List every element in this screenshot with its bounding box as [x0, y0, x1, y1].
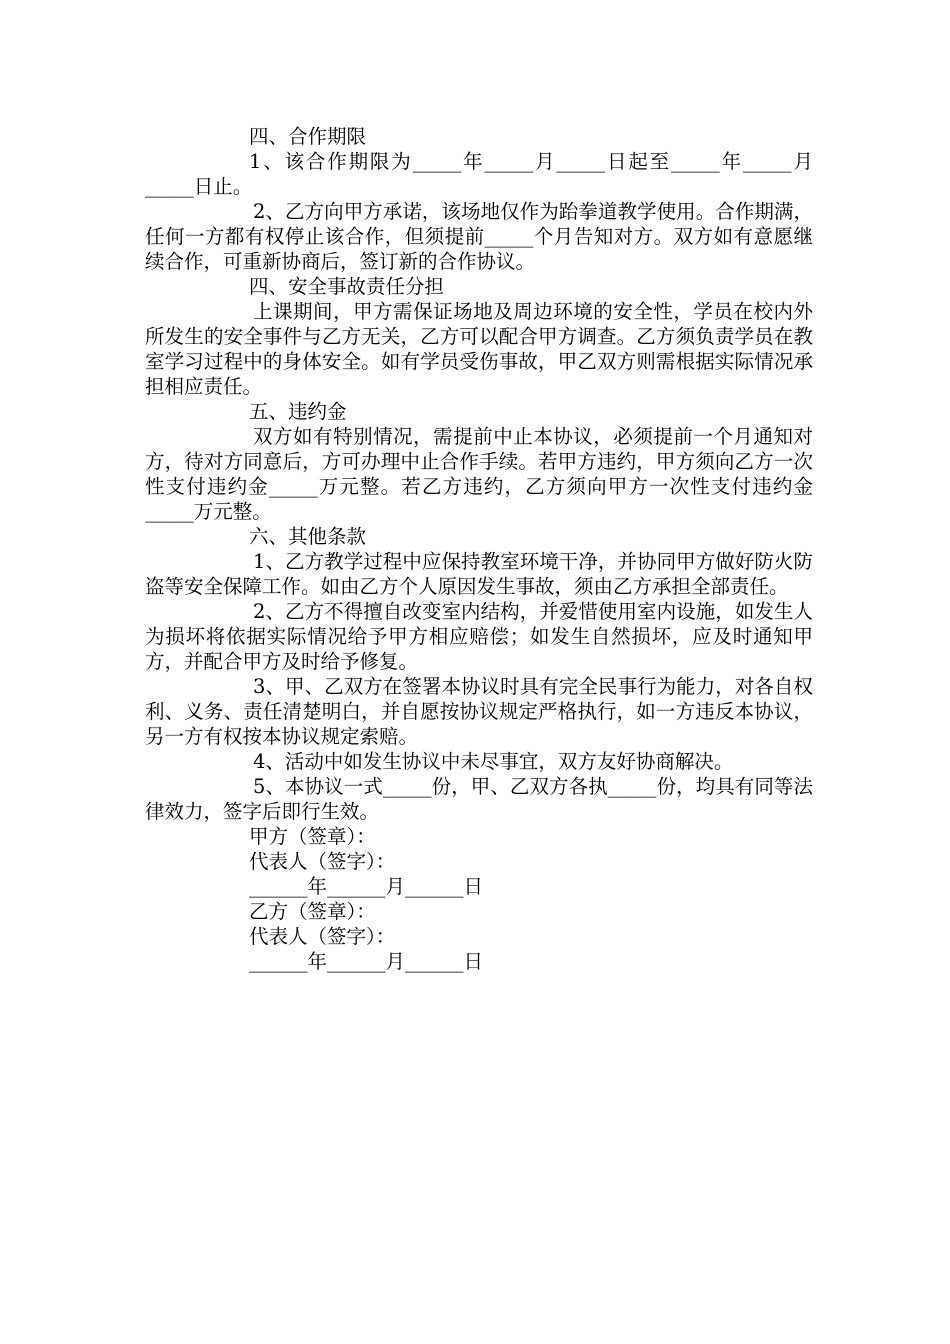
- party-a-representative: 代表人（签字）：: [249, 850, 396, 873]
- section-term-heading: 四、合作期限: [249, 125, 367, 148]
- term-clause-1: 1、该合作期限为_____年_____月_____日起至_____年_____月_____日止。: [145, 150, 813, 198]
- party-b-seal: 乙方（签章）：: [249, 900, 376, 923]
- section-safety-heading: 四、安全事故责任分担: [249, 275, 445, 298]
- party-a-seal: 甲方（签章）：: [249, 825, 376, 848]
- other-clause-5: 5、本协议一式_____份，甲、乙双方各执_____份，均具有同等法律效力，签字后即行生效。: [145, 775, 813, 823]
- party-b-date: ______年______月______日: [249, 950, 484, 973]
- other-clause-4: 4、活动中如发生协议中未尽事宜，双方友好协商解决。: [253, 750, 734, 773]
- other-clause-1: 1、乙方教学过程中应保持教室环境干净，并协同甲方做好防火防盗等安全保障工作。如由乙方个人原因发生事故，须由乙方承担全部责任。: [145, 550, 813, 598]
- section-penalty-heading: 五、违约金: [249, 400, 347, 423]
- other-clause-3: 3、甲、乙双方在签署本协议时具有完全民事行为能力，对各自权利、义务、责任清楚明白，并自愿按协议规定严格执行，如一方违反本协议，另一方有权按本协议规定索赔。: [145, 675, 813, 748]
- penalty-text: 双方如有特别情况，需提前中止本协议，必须提前一个月通知对方，待对方同意后，方可办理中止合作手续。若甲方违约，甲方须向乙方一次性支付违约金_____万元整。若乙方违约，乙方须向甲方一次性支付违约金_____万元整。: [145, 425, 813, 523]
- party-b-representative: 代表人（签字）：: [249, 925, 396, 948]
- contract-page: [145, 124, 813, 974]
- party-a-date: ______年______月______日: [249, 875, 484, 898]
- term-clause-2: 2、乙方向甲方承诺，该场地仅作为跆拳道教学使用。合作期满，任何一方都有权停止该合作，但须提前_____个月告知对方。双方如有意愿继续合作，可重新协商后，签订新的合作协议。: [145, 200, 813, 273]
- other-clause-2: 2、乙方不得擅自改变室内结构，并爱惜使用室内设施，如发生人为损坏将依据实际情况给予甲方相应赔偿；如发生自然损坏，应及时通知甲方，并配合甲方及时给予修复。: [145, 600, 813, 673]
- safety-text: 上课期间，甲方需保证场地及周边环境的安全性，学员在校内外所发生的安全事件与乙方无关，乙方可以配合甲方调查。乙方须负责学员在教室学习过程中的身体安全。如有学员受伤事故，甲乙双方则需根据实际情况承担相应责任。: [145, 300, 813, 398]
- section-other-heading: 六、其他条款: [249, 525, 367, 548]
